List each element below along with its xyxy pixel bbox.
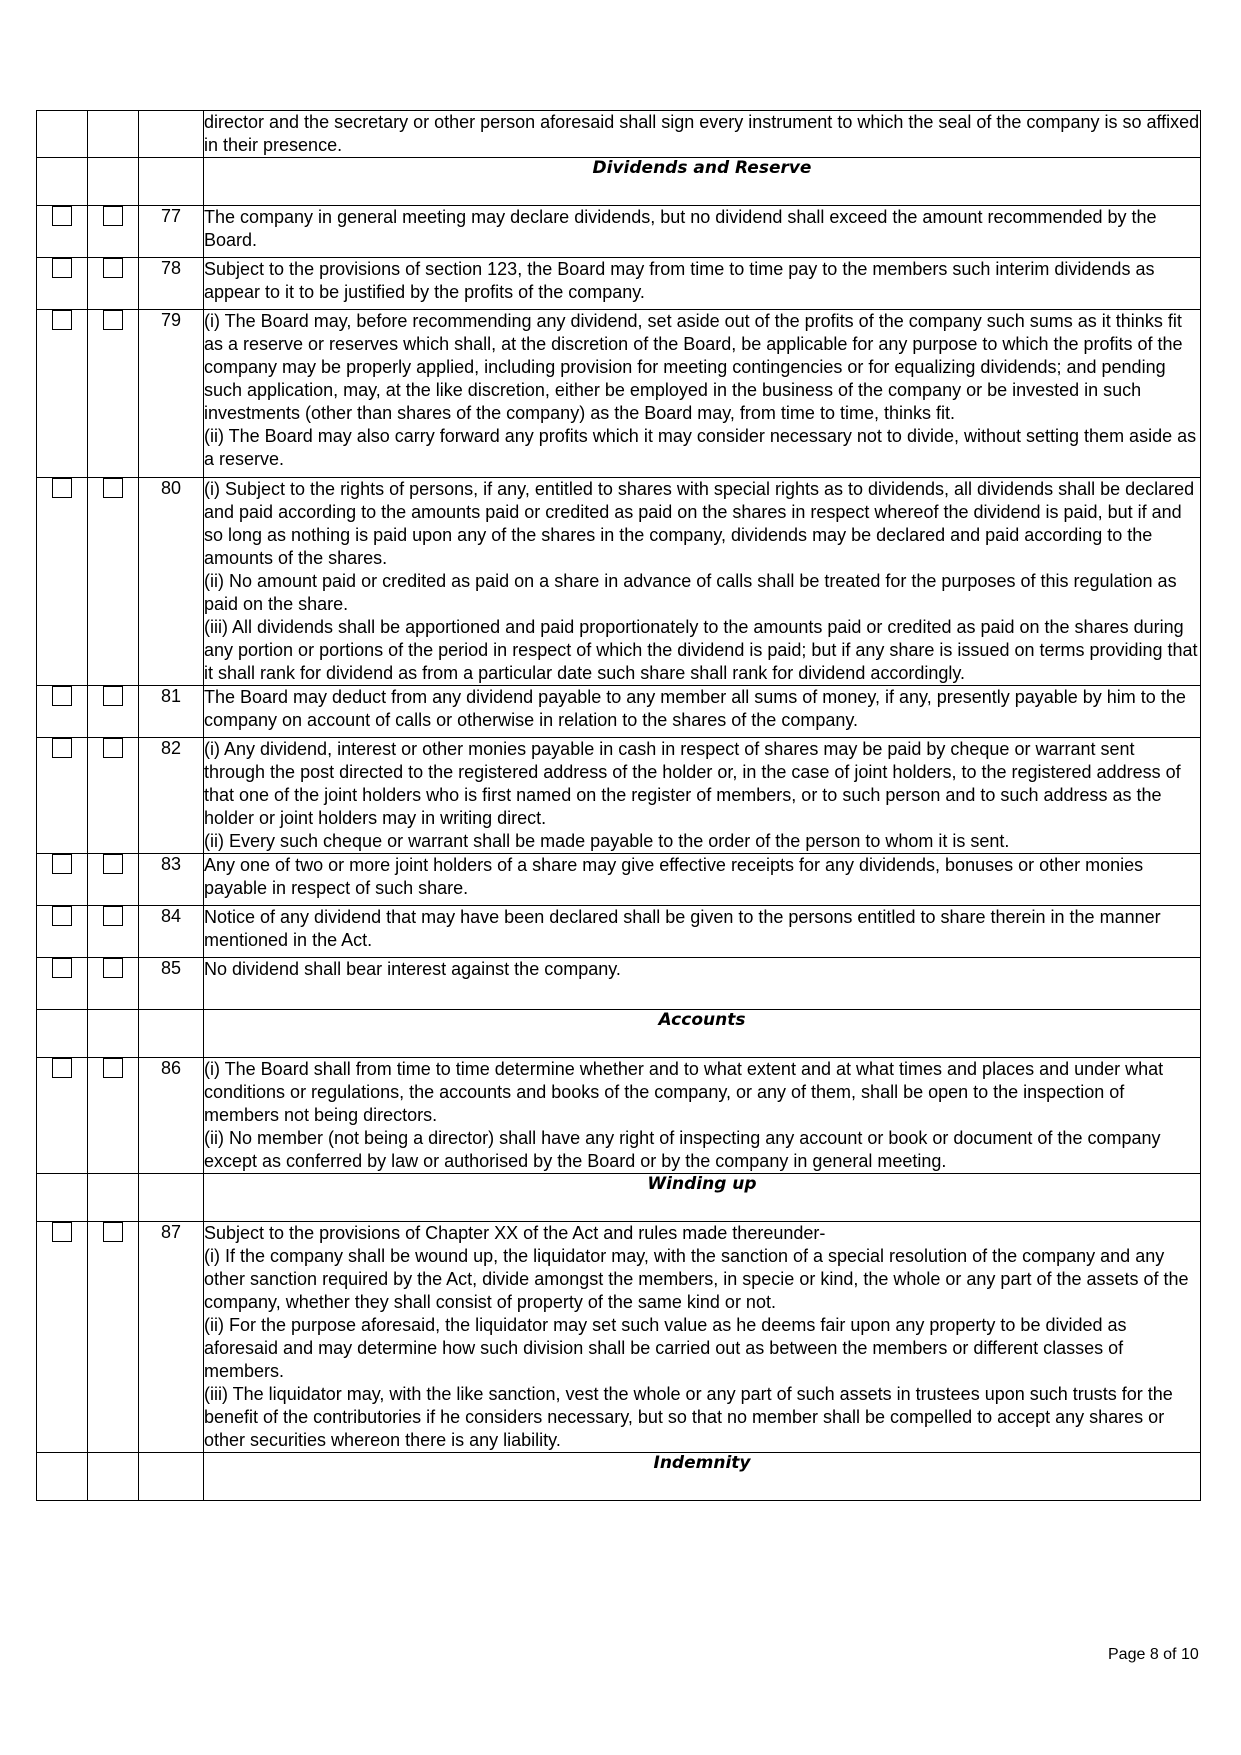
checkbox-b[interactable] [103, 1058, 123, 1078]
regulation-number: 86 [139, 1058, 204, 1174]
checkbox-a[interactable] [52, 478, 72, 498]
checkbox-cell-a [37, 1222, 88, 1453]
checkbox-b[interactable] [103, 854, 123, 874]
regulation-paragraph: director and the secretary or other person aforesaid shall sign every instrument to which the seal of the company is so affixed in their presence. [204, 112, 1200, 155]
regulation-row [37, 1222, 1201, 1453]
regulation-row [37, 906, 1201, 958]
checkbox-b[interactable] [103, 1222, 123, 1242]
section-heading: Dividends and Reserve [204, 158, 1201, 206]
regulation-paragraph: Notice of any dividend that may have been declared shall be given to the persons entitled to share therein in the manner mentioned in the Act. [204, 907, 1161, 950]
checkbox-cell-a [37, 206, 88, 258]
checkbox-cell-b [88, 958, 139, 1010]
checkbox-cell-a [37, 1453, 88, 1501]
checkbox-cell-b [88, 738, 139, 854]
checkbox-b[interactable] [103, 310, 123, 330]
regulation-paragraph: Subject to the provisions of Chapter XX of the Act and rules made thereunder- [204, 1223, 826, 1243]
section-heading: Winding up [204, 1174, 1201, 1222]
checkbox-a[interactable] [52, 686, 72, 706]
regulation-text [204, 258, 1201, 310]
regulation-row [37, 478, 1201, 686]
section-heading: Indemnity [204, 1453, 1201, 1501]
checkbox-a[interactable] [52, 906, 72, 926]
checkbox-cell-a [37, 906, 88, 958]
regulation-paragraph: (ii) The Board may also carry forward any profits which it may consider necessary not to divide, without setting them aside as a reserve. [204, 426, 1197, 469]
checkbox-cell-b [88, 854, 139, 906]
checkbox-cell-a [37, 158, 88, 206]
regulation-number [139, 158, 204, 206]
regulation-paragraph: (i) If the company shall be wound up, the liquidator may, with the sanction of a special resolution of the company and any other sanction required by the Act, divide amongst the members, in specie or kind, the whole or any part of the assets of the company, whether they shall consist of property of the same kind or not. [204, 1246, 1189, 1312]
checkbox-a[interactable] [52, 258, 72, 278]
regulation-paragraph: Any one of two or more joint holders of a share may give effective receipts for any dividends, bonuses or other monies payable in respect of such share. [204, 855, 1144, 898]
regulation-number: 84 [139, 906, 204, 958]
checkbox-cell-a [37, 1058, 88, 1174]
regulation-paragraph: (i) The Board shall from time to time determine whether and to what extent and at what times and places and under what conditions or regulations, the accounts and books of the company, or any of them, shall be open to the inspection of members not being directors. [204, 1059, 1164, 1125]
section-heading-row [37, 158, 1201, 206]
regulation-paragraph: (i) The Board may, before recommending any dividend, set aside out of the profits of the company such sums as it thinks fit as a reserve or reserves which shall, at the discretion of the Board, be applicable for any purpose to which the profits of the company may be properly applied, including provision for meeting contingencies or for equalizing dividends; and pending such application, may, at the like discretion, either be employed in the business of the company or be invested in such investments (other than shares of the company) as the Board may, from time to time, thinks fit. [204, 311, 1183, 423]
checkbox-cell-b [88, 158, 139, 206]
regulation-paragraph: The Board may deduct from any dividend payable to any member all sums of money, if any, presently payable by him to the company on account of calls or otherwise in relation to the shares of the company. [204, 687, 1186, 730]
regulation-paragraph: (ii) For the purpose aforesaid, the liquidator may set such value as he deems fair upon any property to be divided as aforesaid and may determine how such division shall be carried out as between the members or different classes of members. [204, 1315, 1127, 1381]
regulation-row [37, 258, 1201, 310]
regulation-number: 77 [139, 206, 204, 258]
regulation-text [204, 1222, 1201, 1453]
regulation-number: 85 [139, 958, 204, 1010]
regulation-number [139, 1453, 204, 1501]
regulation-paragraph: No dividend shall bear interest against the company. [204, 959, 621, 979]
checkbox-cell-b [88, 1174, 139, 1222]
regulation-text [204, 111, 1201, 158]
regulation-paragraph: (i) Subject to the rights of persons, if any, entitled to shares with special rights as to dividends, all dividends shall be declared and paid according to the amounts paid or credited as paid on the shares in respect whereof the dividend is paid, but if and so long as nothing is paid upon any of the shares in the company, dividends may be declared and paid according to the amounts of the shares. [204, 479, 1195, 568]
regulation-paragraph: The company in general meeting may declare dividends, but no dividend shall exceed the amount recommended by the Board. [204, 207, 1157, 250]
regulation-row [37, 686, 1201, 738]
page-number: Page 8 of 10 [1108, 1646, 1199, 1663]
checkbox-a[interactable] [52, 1222, 72, 1242]
regulation-paragraph: (ii) No member (not being a director) shall have any right of inspecting any account or book or document of the company except as conferred by law or authorised by the Board or by the company in general meeting. [204, 1128, 1161, 1171]
regulation-number: 83 [139, 854, 204, 906]
checkbox-cell-b [88, 1453, 139, 1501]
section-heading-row [37, 1453, 1201, 1501]
checkbox-b[interactable] [103, 686, 123, 706]
regulation-row [37, 738, 1201, 854]
regulation-number: 78 [139, 258, 204, 310]
checkbox-cell-b [88, 310, 139, 478]
regulations-table-body [37, 111, 1201, 1501]
checkbox-a[interactable] [52, 310, 72, 330]
checkbox-cell-a [37, 111, 88, 158]
checkbox-cell-b [88, 906, 139, 958]
checkbox-cell-b [88, 1058, 139, 1174]
regulation-row [37, 206, 1201, 258]
regulation-text [204, 906, 1201, 958]
checkbox-b[interactable] [103, 958, 123, 978]
checkbox-cell-b [88, 686, 139, 738]
checkbox-cell-b [88, 1222, 139, 1453]
checkbox-cell-a [37, 310, 88, 478]
checkbox-cell-a [37, 854, 88, 906]
regulation-paragraph: (iii) The liquidator may, with the like sanction, vest the whole or any part of such assets in trustees upon such trusts for the benefit of the contributories if he considers necessary, but so that no member shall be compelled to accept any shares or other securities whereon there is any liability. [204, 1384, 1173, 1450]
regulation-row [37, 1058, 1201, 1174]
regulation-text [204, 206, 1201, 258]
section-heading-row [37, 1174, 1201, 1222]
section-heading-row [37, 1010, 1201, 1058]
checkbox-cell-a [37, 958, 88, 1010]
regulation-text [204, 854, 1201, 906]
regulation-text [204, 478, 1201, 686]
checkbox-cell-a [37, 738, 88, 854]
regulation-text [204, 310, 1201, 478]
checkbox-b[interactable] [103, 906, 123, 926]
checkbox-cell-b [88, 1010, 139, 1058]
regulation-number [139, 1010, 204, 1058]
regulation-number: 79 [139, 310, 204, 478]
checkbox-b[interactable] [103, 738, 123, 758]
regulation-row [37, 958, 1201, 1010]
regulation-number: 82 [139, 738, 204, 854]
checkbox-cell-b [88, 478, 139, 686]
regulation-text [204, 958, 1201, 1010]
regulation-number: 81 [139, 686, 204, 738]
checkbox-b[interactable] [103, 258, 123, 278]
regulation-row [37, 854, 1201, 906]
checkbox-cell-b [88, 206, 139, 258]
regulation-row [37, 310, 1201, 478]
regulations-table [36, 110, 1201, 1501]
checkbox-a[interactable] [52, 206, 72, 226]
regulation-text [204, 686, 1201, 738]
regulation-text [204, 1058, 1201, 1174]
regulation-paragraph: Subject to the provisions of section 123, the Board may from time to time pay to the members such interim dividends as appear to it to be justified by the profits of the company. [204, 259, 1155, 302]
checkbox-cell-b [88, 111, 139, 158]
regulation-paragraph: (ii) No amount paid or credited as paid on a share in advance of calls shall be treated for the purposes of this regulation as paid on the share. [204, 571, 1177, 614]
checkbox-b[interactable] [103, 478, 123, 498]
checkbox-a[interactable] [52, 738, 72, 758]
regulation-text [204, 738, 1201, 854]
checkbox-cell-a [37, 1174, 88, 1222]
checkbox-cell-a [37, 686, 88, 738]
regulation-paragraph: (ii) Every such cheque or warrant shall be made payable to the order of the person to whom it is sent. [204, 831, 1010, 851]
checkbox-cell-a [37, 478, 88, 686]
checkbox-a[interactable] [52, 854, 72, 874]
checkbox-a[interactable] [52, 1058, 72, 1078]
checkbox-b[interactable] [103, 206, 123, 226]
checkbox-cell-a [37, 1010, 88, 1058]
checkbox-cell-a [37, 258, 88, 310]
regulation-paragraph: (iii) All dividends shall be apportioned and paid proportionately to the amounts paid or credited as paid on the shares during any portion or portions of the period in respect of which the dividend is paid; but if any share is issued on terms providing that it shall rank for dividend as from a particular date such share shall rank for dividend accordingly. [204, 617, 1198, 683]
checkbox-a[interactable] [52, 958, 72, 978]
regulation-number: 80 [139, 478, 204, 686]
checkbox-cell-b [88, 258, 139, 310]
regulation-number [139, 1174, 204, 1222]
regulation-row [37, 111, 1201, 158]
regulation-number: 87 [139, 1222, 204, 1453]
regulation-number [139, 111, 204, 158]
regulation-paragraph: (i) Any dividend, interest or other monies payable in cash in respect of shares may be paid by cheque or warrant sent through the post directed to the registered address of the holder or, in the case of joint holders, to the registered address of that one of the joint holders who is first named on the register of members, or to such person and to such address as the holder or joint holders may in writing direct. [204, 739, 1181, 828]
section-heading: Accounts [204, 1010, 1201, 1058]
